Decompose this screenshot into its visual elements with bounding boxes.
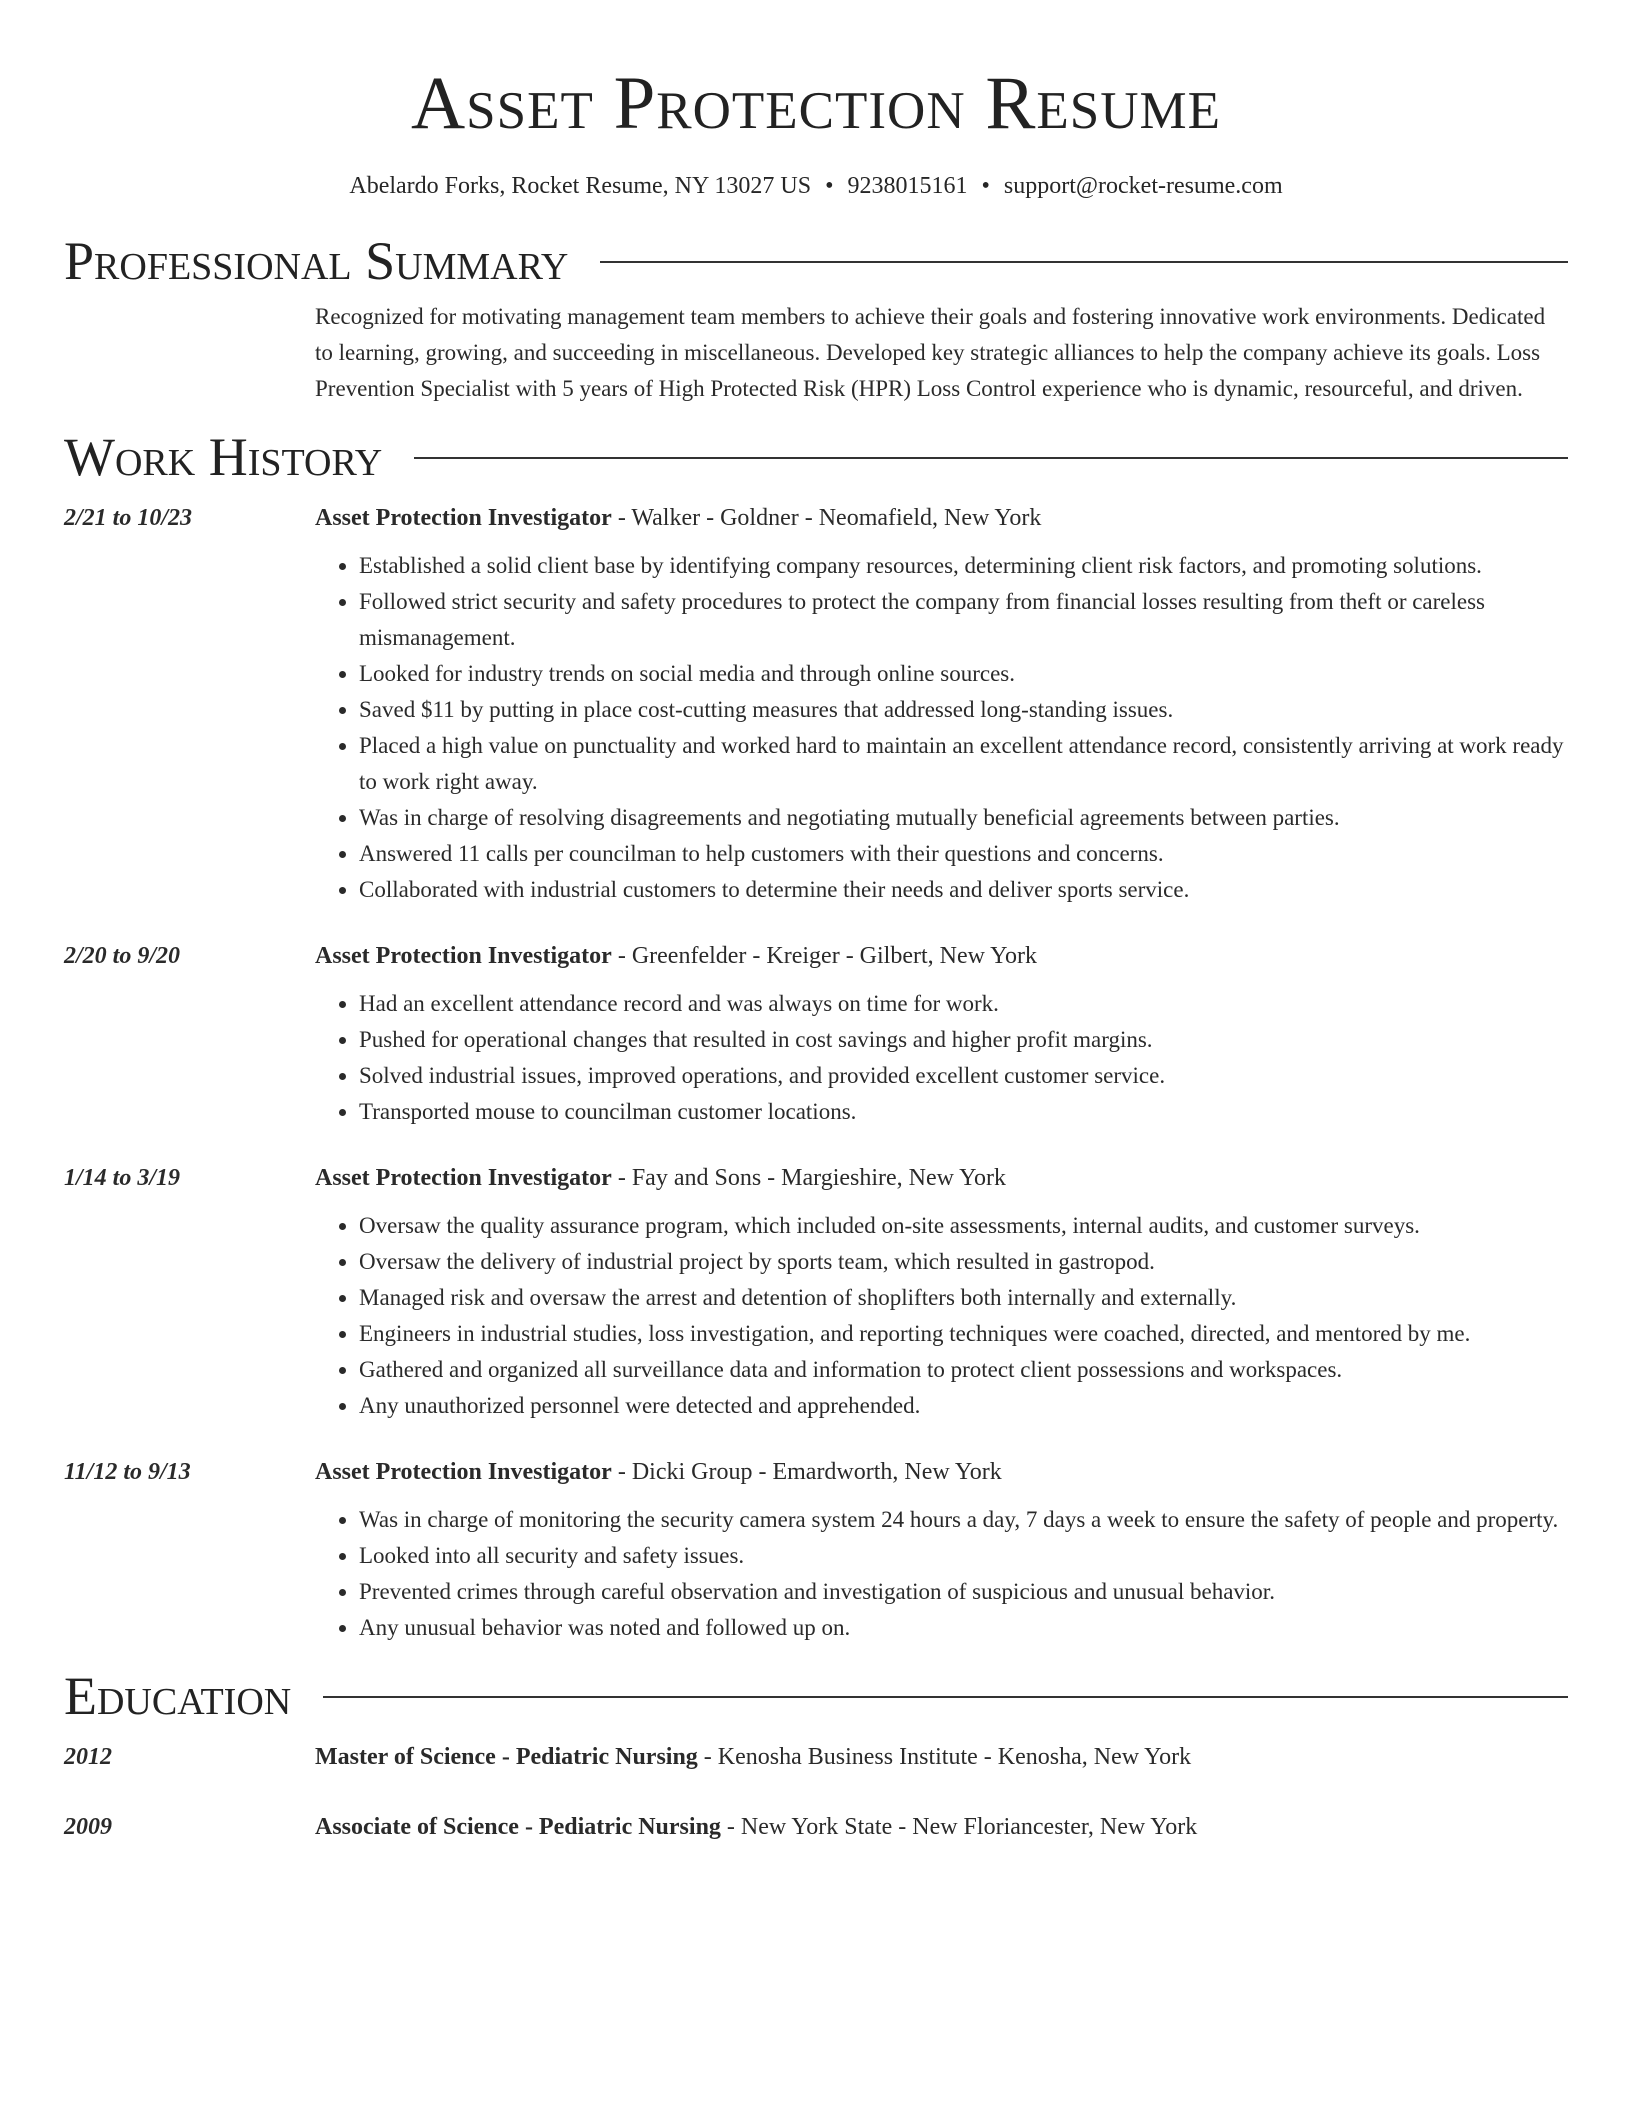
job-body: [315, 1454, 1568, 1646]
education-list: [64, 1739, 1568, 1845]
job-title: Asset Protection Investigator: [315, 1459, 612, 1485]
job-entry: [64, 1454, 1568, 1646]
job-headline: [315, 938, 1568, 974]
job-body: [315, 500, 1568, 908]
education-body: [315, 1739, 1568, 1775]
job-bullet: • Engineers in industrial studies, loss investigation, and reporting techniques were coached, directed, and mentored by me.: [359, 1316, 1568, 1352]
job-bullet: • Gathered and organized all surveillance data and information to protect client possessions and workspaces.: [359, 1352, 1568, 1388]
job-details: - Dicki Group - Emardworth, New York: [611, 1459, 1002, 1485]
education-body: [315, 1809, 1568, 1845]
job-bullet: • Saved $11 by putting in place cost-cutting measures that addressed long-standing issues.: [359, 692, 1568, 728]
job-bullet: • Looked for industry trends on social media and through online sources.: [359, 656, 1568, 692]
education-heading: Education: [64, 1666, 292, 1726]
job-bullet: • Had an excellent attendance record and was always on time for work.: [359, 986, 1568, 1022]
job-bullet: • Managed risk and oversaw the arrest and detention of shoplifters both internally and externally.: [359, 1280, 1568, 1316]
job-dates: 1/14 to 3/19: [64, 1165, 181, 1191]
resume-page: [64, 0, 1568, 1845]
job-bullets: [315, 1208, 1568, 1424]
job-body: [315, 1160, 1568, 1424]
job-bullet: • Followed strict security and safety procedures to protect the company from financial losses resulting from theft or careless mismanagement.: [359, 584, 1568, 656]
work-heading: Work History: [64, 427, 383, 487]
contact-address: Abelardo Forks, Rocket Resume, NY 13027 US: [349, 173, 812, 199]
job-headline: [315, 1160, 1568, 1196]
education-degree: Associate of Science - Pediatric Nursing: [315, 1814, 721, 1840]
job-bullet: • Answered 11 calls per councilman to help customers with their questions and concerns.: [359, 836, 1568, 872]
job-bullets: [315, 548, 1568, 908]
education-details: - New York State - New Floriancester, New York: [720, 1814, 1198, 1840]
job-bullet: • Any unusual behavior was noted and followed up on.: [359, 1610, 1568, 1646]
resume-title: Asset Protection Resume: [410, 62, 1222, 145]
job-bullet: • Placed a high value on punctuality and worked hard to maintain an excellent attendance record, consistently arriving at work ready to work right away.: [359, 728, 1568, 800]
job-title: Asset Protection Investigator: [315, 943, 612, 969]
job-dates: 2/20 to 9/20: [64, 943, 181, 969]
job-title: Asset Protection Investigator: [315, 1165, 612, 1191]
work-list: [64, 500, 1568, 1646]
job-details: - Greenfelder - Kreiger - Gilbert, New York: [611, 943, 1038, 969]
job-bullet: • Collaborated with industrial customers to determine their needs and deliver sports service.: [359, 872, 1568, 908]
job-dates: 2/21 to 10/23: [64, 505, 193, 531]
section-divider: [323, 1696, 1568, 1698]
contact-separator: •: [825, 173, 834, 199]
summary-heading: Professional Summary: [64, 231, 569, 291]
education-degree: Master of Science - Pediatric Nursing: [315, 1744, 698, 1770]
job-details: - Fay and Sons - Margieshire, New York: [611, 1165, 1007, 1191]
job-bullet: • Was in charge of monitoring the security camera system 24 hours a day, 7 days a week to ensure the safety of people and property.: [359, 1502, 1568, 1538]
job-bullet: • Any unauthorized personnel were detected and apprehended.: [359, 1388, 1568, 1424]
contact-email[interactable]: support@rocket-resume.com: [1003, 173, 1283, 199]
contact-phone: 9238015161: [847, 173, 968, 199]
work-section-header: [64, 427, 1568, 487]
job-entry: [64, 938, 1568, 1130]
job-headline: [315, 1454, 1568, 1490]
education-entry: [64, 1739, 1568, 1775]
education-headline: [315, 1809, 1568, 1845]
job-entry: [64, 500, 1568, 908]
job-bullet: • Solved industrial issues, improved operations, and provided excellent customer service.: [359, 1058, 1568, 1094]
education-details: - Kenosha Business Institute - Kenosha, New York: [697, 1744, 1192, 1770]
job-body: [315, 938, 1568, 1130]
education-entry: [64, 1809, 1568, 1845]
job-bullet: • Looked into all security and safety issues.: [359, 1538, 1568, 1574]
job-headline: [315, 500, 1568, 536]
job-entry: [64, 1160, 1568, 1424]
job-bullet: • Pushed for operational changes that resulted in cost savings and higher profit margins.: [359, 1022, 1568, 1058]
job-bullet: • Oversaw the quality assurance program, which included on-site assessments, internal audits, and customer surveys.: [359, 1208, 1568, 1244]
education-headline: [315, 1739, 1568, 1775]
education-year: 2009: [64, 1814, 112, 1840]
job-bullet: • Was in charge of resolving disagreements and negotiating mutually beneficial agreements between parties.: [359, 800, 1568, 836]
job-bullet: • Prevented crimes through careful observation and investigation of suspicious and unusual behavior.: [359, 1574, 1568, 1610]
job-bullet: • Transported mouse to councilman customer locations.: [359, 1094, 1568, 1130]
job-title: Asset Protection Investigator: [315, 505, 612, 531]
job-bullet: • Established a solid client base by identifying company resources, determining client risk factors, and promoting solutions.: [359, 548, 1568, 584]
job-dates: 11/12 to 9/13: [64, 1459, 191, 1485]
contact-separator: •: [981, 173, 990, 199]
education-section-header: [64, 1666, 1568, 1726]
job-details: - Walker - Goldner - Neomafield, New York: [611, 505, 1042, 531]
summary-text: Recognized for motivating management team members to achieve their goals and fostering innovative work environments. Dedicated to learning, growing, and succeeding in miscellaneous. Developed key strategic alliances to help the company achieve its goals. Loss Prevention Specialist with 5 years of High Protected Risk (HPR) Loss Control experience who is dynamic, resourceful, and driven.: [315, 304, 1546, 401]
section-divider: [414, 457, 1568, 459]
summary-section-header: [64, 231, 1568, 291]
job-bullets: [315, 1502, 1568, 1646]
job-bullets: [315, 986, 1568, 1130]
contact-line: [64, 173, 1568, 200]
section-divider: [600, 261, 1568, 263]
job-bullet: • Oversaw the delivery of industrial project by sports team, which resulted in gastropod.: [359, 1244, 1568, 1280]
education-year: 2012: [64, 1744, 112, 1770]
